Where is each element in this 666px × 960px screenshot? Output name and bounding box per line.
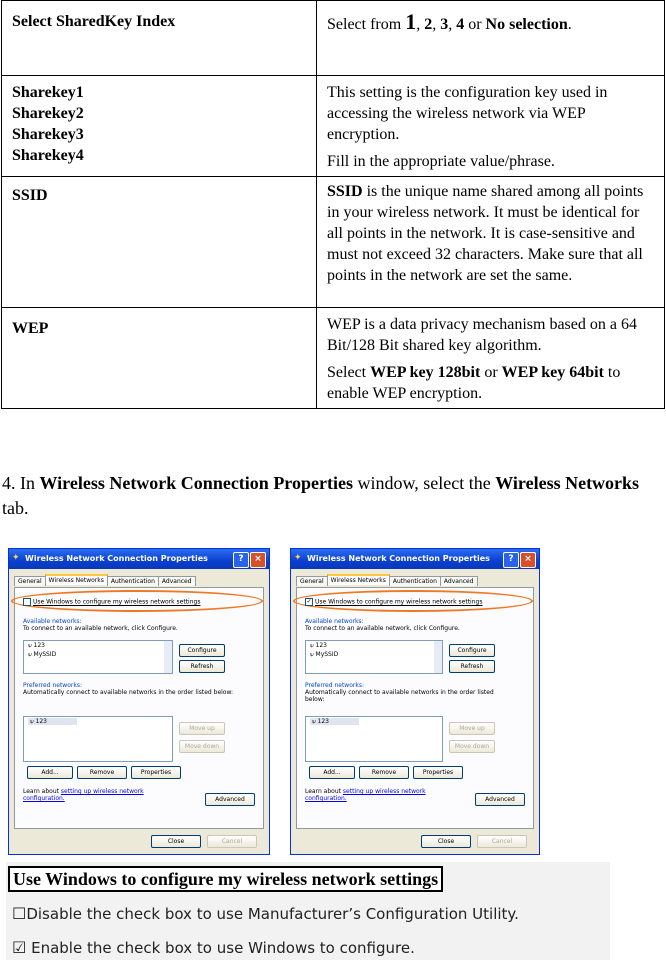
dialog-titlebar[interactable]	[291, 549, 539, 569]
refresh-button[interactable]: Refresh	[449, 660, 495, 673]
remove-button[interactable]: Remove	[77, 766, 127, 779]
close-button[interactable]: Close	[151, 835, 201, 848]
table-row	[2, 177, 665, 308]
setting-name: WEP	[2, 308, 317, 409]
available-networks-group: Available networks: To connect to an available network, click Configure.	[305, 618, 460, 632]
add-button[interactable]: Add...	[309, 766, 355, 779]
wireless-networks-panel	[296, 587, 534, 829]
setting-name: Sharekey1 Sharekey2 Sharekey3 Sharekey4	[2, 76, 317, 177]
network-icon: ✦	[294, 553, 302, 563]
scrollbar[interactable]	[164, 641, 172, 673]
tab-strip	[296, 575, 534, 587]
caption-heading: Use Windows to configure my wireless network settings	[8, 866, 443, 892]
available-networks-list[interactable]	[23, 640, 173, 674]
remove-button[interactable]: Remove	[359, 766, 409, 779]
setting-description: WEP is a data privacy mechanism based on a 64 Bit/128 Bit shared key algorithm. Select WEP key 128bit or WEP key 64bit to enable WEP encryption.	[317, 308, 665, 409]
add-button[interactable]: Add...	[27, 766, 73, 779]
advanced-button[interactable]: Advanced	[475, 793, 525, 806]
close-button[interactable]: Close	[421, 835, 471, 848]
antenna-icon: ⍦	[310, 651, 316, 658]
list-item[interactable]: ⍦ MySSID	[310, 651, 339, 658]
list-item[interactable]: ⍦ MySSID	[28, 651, 57, 658]
help-icon[interactable]: ?	[233, 552, 249, 568]
dialog-title: Wireless Network Connection Properties	[307, 554, 490, 563]
move-up-button[interactable]: Move up	[449, 722, 495, 735]
use-windows-checkbox[interactable]: Use Windows to configure my wireless network settings	[23, 598, 200, 606]
antenna-icon: ⍦	[312, 718, 318, 725]
antenna-icon: ⍦	[28, 642, 34, 649]
close-icon[interactable]: ×	[520, 552, 536, 568]
preferred-networks-list[interactable]	[23, 716, 173, 762]
properties-dialog-unchecked	[8, 548, 270, 855]
tab-wireless-networks[interactable]: Wireless Networks	[327, 574, 390, 585]
cancel-button[interactable]: Cancel	[207, 835, 257, 848]
list-item[interactable]: ⍦ 123	[28, 642, 45, 649]
tab-authentication[interactable]: Authentication	[107, 576, 159, 586]
move-down-button[interactable]: Move down	[449, 740, 495, 753]
available-networks-list[interactable]	[305, 640, 443, 674]
unchecked-box-icon: ☐	[12, 904, 27, 923]
setting-name: SSID	[2, 177, 317, 308]
preferred-networks-group: Preferred networks: Automatically connect to available networks in the order listed below:	[305, 682, 494, 703]
close-icon[interactable]: ×	[250, 552, 266, 568]
table-row	[2, 76, 665, 177]
learn-about-text: Learn about setting up wireless network configuration.	[23, 788, 144, 802]
antenna-icon: ⍦	[28, 651, 34, 658]
tab-general[interactable]: General	[296, 576, 328, 586]
tab-general[interactable]: General	[14, 576, 46, 586]
scrollbar[interactable]	[434, 641, 442, 673]
caption-enable-line: ☑ Enable the check box to use Windows to configure.	[12, 938, 415, 957]
help-icon[interactable]: ?	[503, 552, 519, 568]
setting-name: Select SharedKey Index	[2, 1, 317, 76]
list-item[interactable]: ⍦ 123	[306, 717, 442, 726]
wireless-networks-panel	[14, 587, 264, 829]
properties-button[interactable]: Properties	[413, 766, 463, 779]
configure-button[interactable]: Configure	[449, 644, 495, 657]
learn-about-text: Learn about setting up wireless network configuration.	[305, 788, 426, 802]
move-up-button[interactable]: Move up	[179, 722, 225, 735]
table-row	[2, 308, 665, 409]
setting-description: Select from 1, 2, 3, 4 or No selection.	[317, 1, 665, 76]
learn-link[interactable]: setting up wireless network configuration.	[23, 788, 144, 802]
learn-link[interactable]: setting up wireless network configuration.	[305, 788, 426, 802]
setting-description: This setting is the configuration key used in accessing the wireless network via WEP encryption. Fill in the appropriate value/phrase.	[317, 76, 665, 177]
advanced-button[interactable]: Advanced	[205, 793, 255, 806]
properties-button[interactable]: Properties	[131, 766, 181, 779]
checkbox-icon[interactable]: ✓	[306, 598, 312, 605]
tab-strip	[14, 575, 264, 587]
tab-advanced[interactable]: Advanced	[440, 576, 478, 586]
zoom-caption-panel	[6, 862, 610, 960]
settings-table	[1, 0, 665, 409]
caption-disable-line: ☐Disable the check box to use Manufacturer’s Configuration Utility.	[12, 904, 519, 923]
list-item[interactable]: ⍦ 123	[24, 717, 172, 726]
tab-wireless-networks[interactable]: Wireless Networks	[45, 574, 108, 585]
setting-description: SSID is the unique name shared among all points in your wireless network. It must be identical for all points in the network. It is case-sensitive and must not exceed 32 characters. Make sure that all points in the network are set the same.	[317, 177, 665, 308]
step-instruction: 4. In Wireless Network Connection Properties window, select the Wireless Networks tab.	[2, 473, 640, 518]
antenna-icon: ⍦	[310, 642, 316, 649]
checkbox-icon[interactable]	[23, 598, 31, 606]
checked-box-icon: ☑	[12, 938, 27, 957]
use-windows-checkbox[interactable]: ✓ Use Windows to configure my wireless network settings	[306, 598, 483, 606]
refresh-button[interactable]: Refresh	[179, 660, 225, 673]
properties-dialog-checked	[290, 548, 540, 855]
dialog-title: Wireless Network Connection Properties	[25, 554, 208, 563]
move-down-button[interactable]: Move down	[179, 740, 225, 753]
cancel-button[interactable]: Cancel	[477, 835, 527, 848]
preferred-networks-list[interactable]	[305, 716, 443, 762]
tab-advanced[interactable]: Advanced	[158, 576, 196, 586]
available-networks-group: Available networks: To connect to an available network, click Configure.	[23, 618, 178, 632]
network-icon: ✦	[12, 553, 20, 563]
preferred-networks-group: Preferred networks: Automatically connect to available networks in the order listed below:	[23, 682, 234, 696]
list-item[interactable]: ⍦ 123	[310, 642, 327, 649]
configure-button[interactable]: Configure	[179, 644, 225, 657]
tab-authentication[interactable]: Authentication	[389, 576, 441, 586]
dialog-titlebar[interactable]	[9, 549, 269, 569]
antenna-icon: ⍦	[30, 718, 36, 725]
table-row	[2, 1, 665, 76]
